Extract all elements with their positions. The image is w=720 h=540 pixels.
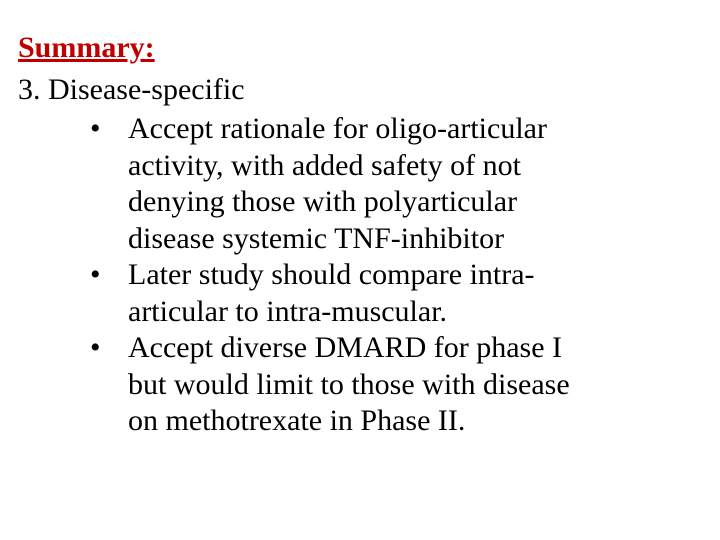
bullet-text-line: denying those with polyarticular bbox=[128, 185, 518, 218]
bullet-text-line: disease systemic TNF-inhibitor bbox=[128, 221, 505, 255]
bullet-text-line: on methotrexate in Phase II. bbox=[128, 404, 466, 437]
bullet-list bbox=[90, 111, 690, 440]
bullet-text-line: Later study should compare intra- bbox=[128, 258, 535, 291]
bullet-icon: • bbox=[90, 258, 101, 291]
bullet-item bbox=[90, 330, 690, 440]
bullet-item bbox=[90, 111, 690, 257]
bullet-icon: • bbox=[90, 331, 101, 364]
slide-title: Summary: bbox=[18, 31, 155, 64]
section-heading: 3. Disease-specific bbox=[18, 73, 245, 106]
bullet-text-line: but would limit to those with disease bbox=[128, 367, 570, 401]
bullet-icon: • bbox=[90, 112, 101, 145]
bullet-item bbox=[90, 257, 690, 330]
bullet-text-line: activity, with added safety of not bbox=[128, 148, 521, 182]
bullet-text-line: articular to intra-muscular. bbox=[128, 294, 448, 328]
bullet-text-line: Accept rationale for oligo-articular bbox=[128, 112, 547, 145]
bullet-text-line: Accept diverse DMARD for phase I bbox=[128, 331, 563, 364]
